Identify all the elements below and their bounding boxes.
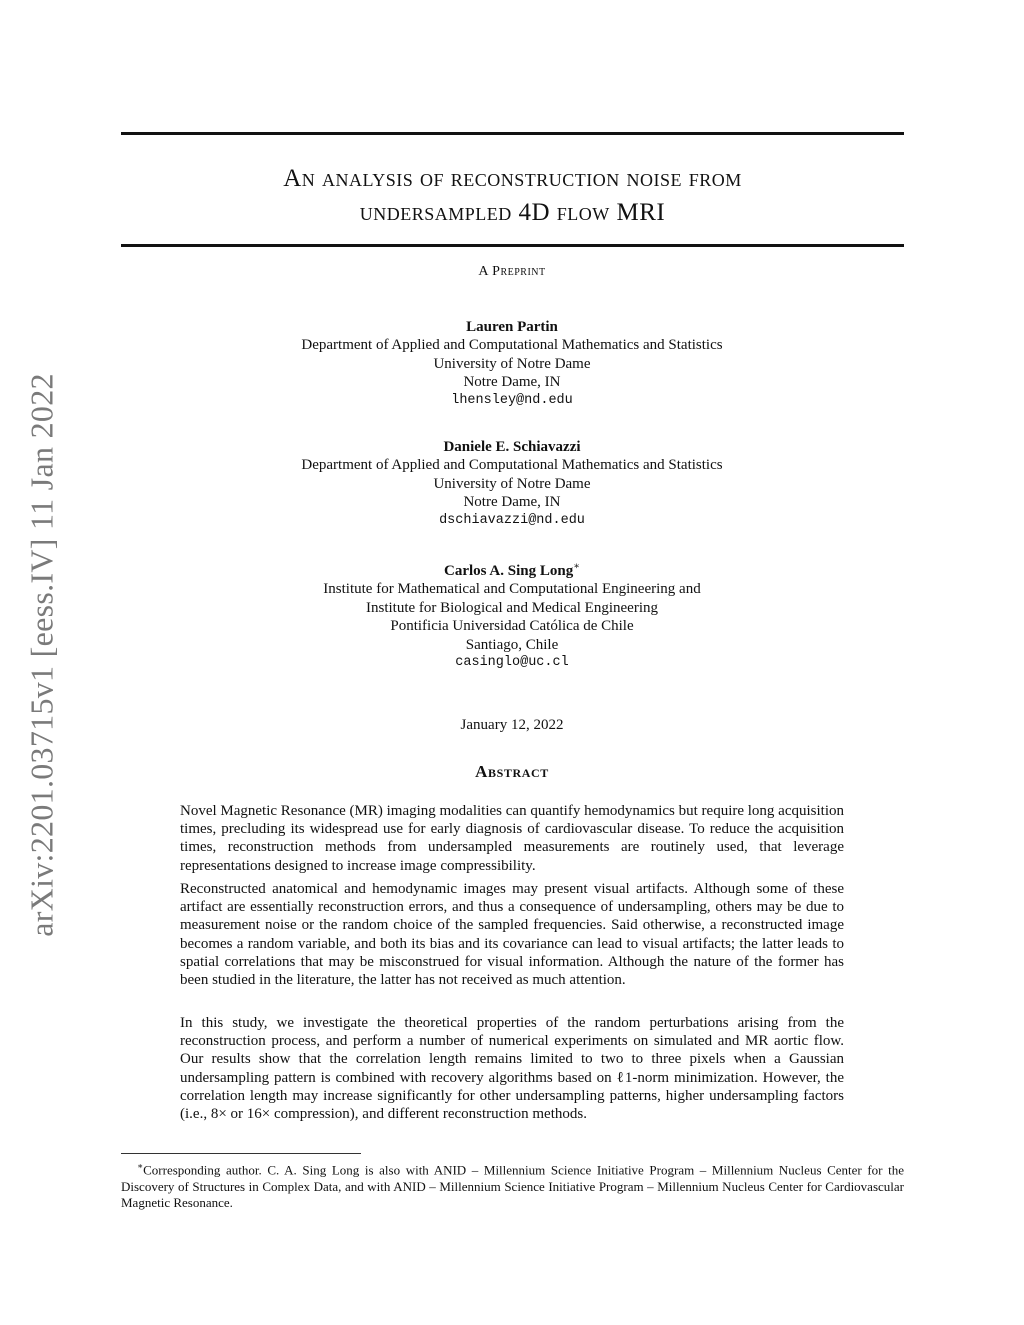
affiliation-line: Notre Dame, IN	[463, 494, 561, 511]
title-top-rule	[121, 132, 904, 135]
affiliation-line: Institute for Mathematical and Computational Engineering and	[323, 581, 701, 598]
footnote-rule	[121, 1153, 361, 1154]
author-email[interactable]: casinglo@uc.cl	[455, 655, 569, 671]
abstract-paragraph: Reconstructed anatomical and hemodynamic images may present visual artifacts. Although some of these artifact are essentially reconstruction errors, and thus a consequence of undersampling, others may be due to measurement noise or the random choice of the sampled frequencies. Said otherwise, a reconstructed image becomes a random variable, and both its bias and its covariance can lead to visual artifacts; the latter leads to spatial correlations that may be misconstrued for visual information. Although the nature of the former has been studied in the literature, the latter has not received as much attention.	[180, 881, 844, 989]
affiliation-line: University of Notre Dame	[433, 355, 591, 372]
affiliation-line: University of Notre Dame	[433, 475, 591, 492]
abstract-paragraph: Novel Magnetic Resonance (MR) imaging modalities can quantify hemodynamics but require long acquisition times, precluding its widespread use for early diagnosis of cardiovascular disease. To reduce the acquisition times, reconstruction methods from undersampled measurements are routinely used, that leverage representations designed to increase image compressibility.	[180, 803, 845, 874]
author-name: Daniele E. Schiavazzi	[443, 439, 581, 455]
affiliation-line: Department of Applied and Computational Mathematics and Statistics	[301, 457, 723, 474]
abstract-paragraph: In this study, we investigate the theoretical properties of the random perturbations arising from the reconstruction process, and perform a number of numerical experiments on simulated and MR aortic flow. Our results show that the correlation length remains limited to two to three pixels when a Gaussian undersampling pattern is combined with recovery algorithms based on ℓ1-norm minimization. However, the correlation length may increase significantly for other undersampling patterns, higher undersampling factors (i.e., 8× or 16× compression), and different reconstruction methods.	[180, 1015, 844, 1123]
author-email[interactable]: lhensley@nd.edu	[451, 392, 573, 408]
author-block	[0, 558, 1024, 672]
footnote	[121, 1158, 904, 1212]
footnote-mark[interactable]: ∗	[573, 561, 580, 572]
affiliation-line: Santiago, Chile	[465, 636, 559, 653]
abstract-heading: Abstract	[475, 762, 549, 781]
paper-title-line-2: undersampled 4D flow MRI	[359, 199, 666, 226]
author-name: Carlos A. Sing Long	[444, 563, 574, 579]
preprint-label: A Preprint	[478, 264, 546, 279]
author-email[interactable]: dschiavazzi@nd.edu	[439, 512, 585, 528]
arxiv-identifier-stamp: arXiv:2201.03715v1 [eess.IV] 11 Jan 2022	[23, 373, 60, 937]
publication-date: January 12, 2022	[460, 717, 564, 733]
affiliation-line: Institute for Biological and Medical Engineering	[365, 599, 658, 616]
affiliation-line: Pontificia Universidad Católica de Chile	[390, 618, 634, 635]
title-bottom-rule	[121, 244, 904, 247]
author-name-with-mark	[0, 558, 1024, 580]
footnote-text: Corresponding author. C. A. Sing Long is also with ANID – Millennium Science Initiative Program – Millennium Nucleus Center for the Discovery of Structures in Complex Data, and with ANID – Millennium Science Initiative Program – Millennium Nucleus Center for Cardiovascular Magnetic Resonance.	[121, 1162, 904, 1211]
paper-title-line-1: An analysis of reconstruction noise from	[283, 165, 742, 192]
author-block	[0, 318, 1024, 410]
affiliation-line: Department of Applied and Computational Mathematics and Statistics	[301, 337, 723, 354]
footnote-mark: ∗	[137, 1161, 144, 1171]
author-block	[0, 438, 1024, 530]
author-name: Lauren Partin	[466, 319, 558, 335]
affiliation-line: Notre Dame, IN	[463, 374, 561, 391]
